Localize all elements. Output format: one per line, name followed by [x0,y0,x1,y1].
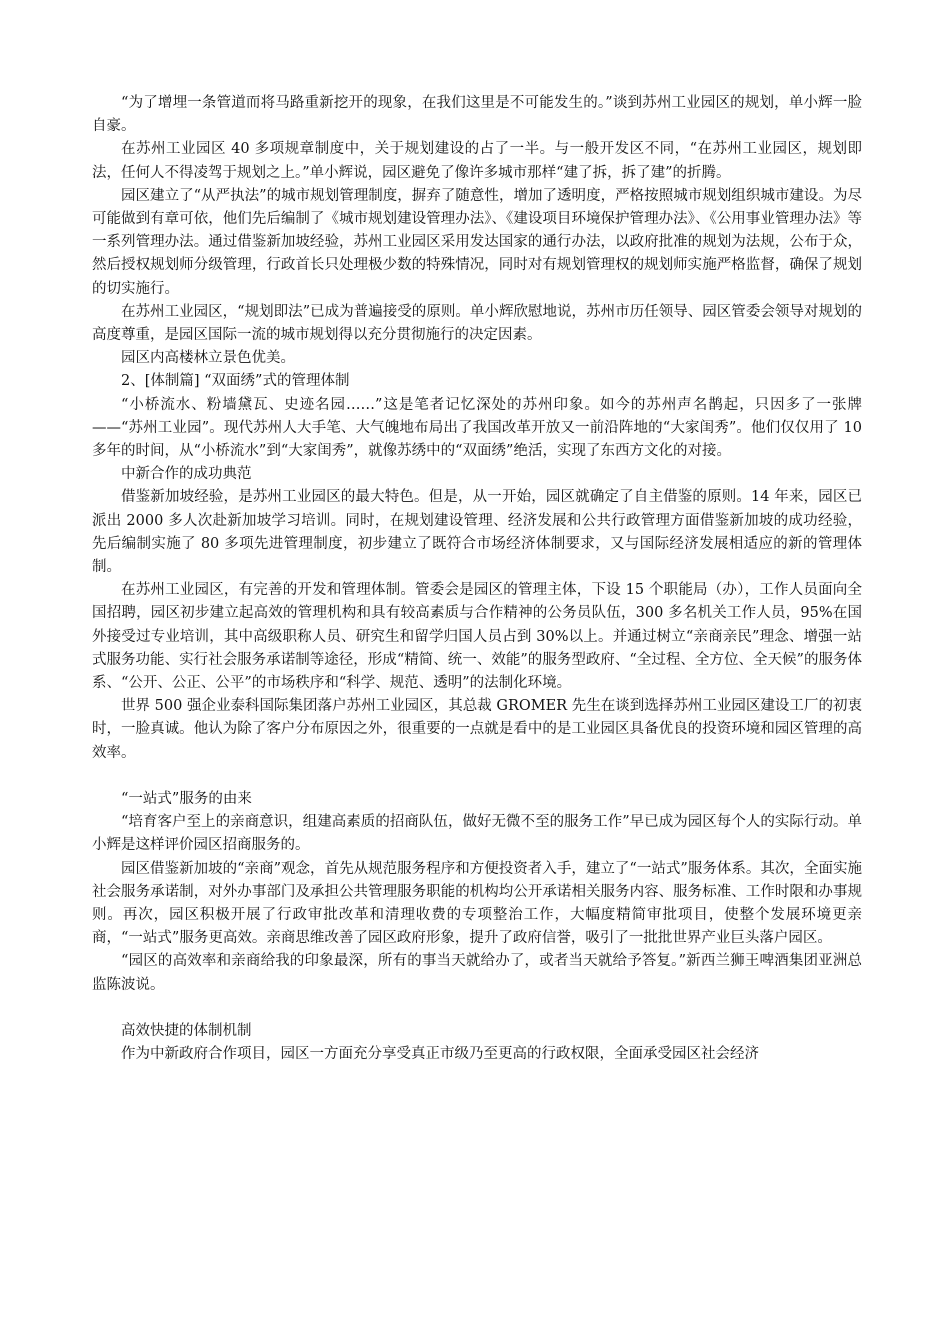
subheading-efficient-mechanism: 高效快捷的体制机制 [121,1022,252,1039]
paragraph-pro-business: 园区借鉴新加坡的“亲商”观念，首先从规范服务程序和方便投资者入手，建立了“一站式”服务体系。其次，全面实施社会服务承诺制，对外办事部门及承担公共管理服务职能的机构均公开承诺相关服务内容、服务标准、工作时限和办事规则。再次，园区积极开展了行政审批改革和清理收费的专项整治工作，大幅度精简审批项目，使整个发展环境更亲商，“一站式”服务更高效。亲商思维改善了园区政府形象，提升了政府信誉，吸引了一批批世界产业巨头落户园区。 [92,860,862,947]
blank-line [92,997,862,1020]
document-page [92,92,862,1066]
paragraph-government-cooperation: 作为中新政府合作项目，园区一方面充分享受真正市级乃至更高的行政权限，全面承受园区社会经济 [121,1045,759,1062]
paragraph-suzhou-impression: “小桥流水、粉墙黛瓦、史迹名园……”这是笔者记忆深处的苏州印象。如今的苏州声名鹊起，只因多了一张牌——“苏州工业园”。现代苏州人大手笔、大气魄地布局出了我国改革开放又一前沿阵地的“大家闺秀”。他们仅仅用了 10 多年的时间，从“小桥流水”到“大家闺秀”，就像苏绣中的“双面绣”绝活，实现了东西方文化的对接。 [92,396,862,460]
subheading-one-stop-service: “一站式”服务的由来 [121,790,252,807]
subheading-cooperation: 中新合作的成功典范 [121,466,252,483]
blank-line [92,765,862,788]
paragraph-singapore-experience: 借鉴新加坡经验，是苏州工业园区的最大特色。但是，从一开始，园区就确定了自主借鉴的原则。14 年来，园区已派出 2000 多人次赴新加坡学习培训。同时，在规划建设管理、经济发展和公共行政管理方面借鉴新加坡的成功经验，先后编制实施了 80 多项先进管理制度，初步建立了既符合市场经济体制要求，又与国际经济发展相适应的新的管理体制。 [92,489,862,576]
paragraph-tyco-quote: 世界 500 强企业泰科国际集团落户苏州工业园区，其总裁 GROMER 先生在谈到选择苏州工业园区建设工厂的初衷时，一脸真诚。他认为除了客户分布原因之外，很重要的一点就是看中的是工业园区具备优良的投资环境和园区管理的高效率。 [92,698,862,761]
paragraph-planning-system: 园区建立了“从严执法”的城市规划管理制度，摒弃了随意性，增加了透明度，严格按照城市规划组织城市建设。为尽可能做到有章可依，他们先后编制了《城市规划建设管理办法》、《建设项目环境保护管理办法》、《公用事业管理办法》等一系列管理办法。通过借鉴新加坡经验，苏州工业园区采用发达国家的通行办法，以政府批准的规划为法规，公布于众，然后授权规划师分级管理，行政首长只处理极少数的特殊情况，同时对有规划管理权的规划师实施严格监督，确保了规划的切实施行。 [92,187,862,297]
paragraph-service-quote: “培育客户至上的亲商意识，组建高素质的招商队伍，做好无微不至的服务工作”早已成为园区每个人的实际行动。单小辉是这样评价园区招商服务的。 [92,814,862,854]
paragraph-photo-caption: 园区内高楼林立景色优美。 [121,350,295,367]
paragraph-management-system: 在苏州工业园区，有完善的开发和管理体制。管委会是园区的管理主体，下设 15 个职能局（办），工作人员面向全国招聘，园区初步建立起高效的管理机构和具有较高素质与合作精神的公务员队伍，300 多名机关工作人员，95%在国外接受过专业培训，其中高级职称人员、研究生和留学归国人员占到 30%以上。并通过树立“亲商亲民”理念、增强一站式服务功能、实行社会服务承诺制等途径，形成“精简、统一、效能”的服务型政府、“全过程、全方位、全天候”的服务体系、“公开、公正、公平”的市场秩序和“科学、规范、透明”的法制化环境。 [92,582,862,692]
paragraph-planning-principle: 在苏州工业园区，“规划即法”已成为普遍接受的原则。单小辉欣慰地说，苏州市历任领导、园区管委会领导对规划的高度尊重，是园区国际一流的城市规划得以充分贯彻施行的决定因素。 [92,303,862,344]
paragraph-planning-quote: “为了增埋一条管道而将马路重新挖开的现象，在我们这里是不可能发生的。”谈到苏州工业园区的规划，单小辉一脸自豪。 [92,95,862,135]
section-heading-system: 2、[体制篇] “双面绣”式的管理体制 [121,373,350,390]
paragraph-lion-quote: “园区的高效率和亲商给我的印象最深，所有的事当天就给办了，或者当天就给予答复。”新西兰狮王啤酒集团亚洲总监陈波说。 [92,953,862,993]
paragraph-planning-rules: 在苏州工业园区 40 多项规章制度中，关于规划建设的占了一半。与一般开发区不同，“在苏州工业园区，规划即法，任何人不得凌驾于规划之上。”单小辉说，园区避免了像许多城市那样“建了拆，拆了建”的折腾。 [92,141,862,181]
